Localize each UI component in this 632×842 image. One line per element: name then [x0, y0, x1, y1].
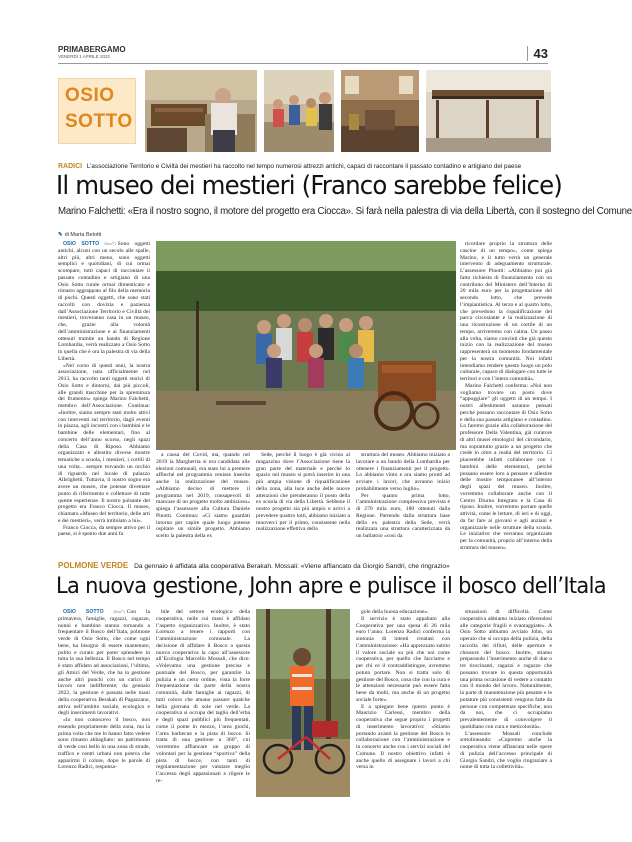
page-number: 43 — [527, 46, 548, 61]
article2-paragraph: Il servizio è stato appaltato alla Cooperativa per una spesa di 26 mila euro l’anno. Lorenzo Radici conferma la sintonia di intenti creatasi con l’amministrazione: «Ha apprezzato subito il valore sociale su più che noi come cooperativa, per quello che facciamo e per chi ce il contraddistingue, avremmo potuto portare. Non si tratta solo di gestione del Bosco, cosa che con la cura e le attenzioni necessarie può essere fatta bene da molti, ma anche di un progetto sociale forte». — [356, 615, 450, 703]
article2-paragraph: L’assessore Mossali conclude sottolineando: «Copremo anche la cooperativa viene affiancata nelle opere di pulizia dell’accesso principale di Giorgio Sandri, che voglio ringraziare a nome di tutta la collettività». — [460, 730, 552, 771]
publication-date: VENERDÌ 1 APRILE 2022 — [58, 54, 111, 59]
article2-paragraph: situazioni di difficoltà. Come cooperativa abbiamo iniziato riferendosi alle categorie fragili e svantaggiate». A Osio Sotto abbiamo avviato John, un operaio che si occupa della pulizia, della raccolta dei rifiuti, delle aperture e chiusure del bosco. Inoltre, stiamo preparando l’inserimento anche di due o tre tirocinanti, ragazzi e ragazze che possano trovare in questa opportunità una prima occasione di vedere a contatto con il mondo del lavoro. Naturalmente, la parte di manutenzione più pesante e le potature più consistenti vengono fatte da persone con competenze specifiche, non da noi, che ci occupiamo prevalentemente di coinvolgere il quotidiano con cura e meticolosità». — [460, 609, 552, 730]
article1-paragraph: Marino Falchetti conferma: «Noi non vogliamo trovare un posto dove “appoggiare” gli oggetti di un tempo. I nostri allestimenti saranno pensati perché possano raccontare di Osio Sotto e della sua passata artigiano e contadino. Lo faremo grazie alla collaborazione del professore Della Valentina, già curatore di altri musei etnologici del circondario, ma soprattutto grazie a un progetto che crede in oltre a realtà del territorio. Ci piacerebbe infatti collaborare con i bambini delle elementari, perché possano essere loro a pensare e allestire delle mostre temporanee all’interno degli spazi del museo. Inoltre, vorremmo collaborare anche con il Centro Diurno Integrato e la Casa di riposo. Inoltre, vorremmo portare quelle attività, come le letture, di ieri e di oggi, da far fare ai giovani e agli anziani e organizzarle nelle strutture della scuola. Le iniziative che verranno organizzate per la comunità, proprio all’interno della struttura del museo». — [460, 382, 552, 551]
article2-paragraph: bile del settore ecologico della cooperativa, nelle cui mani è affidato l’aspetto organizzativo. Inoltre, è stato Lorenzo a tenere i rapporti con l’amministrazione comunale. La decisione di affidare il Bosco a questa nuova cooperativa la capo all’assessore all’Ecologia Marcello Mossali, che dice: «Volevamo una gestione precisa e puntuale del Bosco, per garantire la pulizia e un certo ordine, vista la forte frequentazione da parte della nostra comunità, dalle famiglie ai ragazzi, di tutti coloro che amano passare qualche bella giornata di sole nel verde. La cooperativa si occupa del taglio dell’erba e degli spazi pubblici più frequentati, come il ponte in mezzo, l’area giochi, l’area barbecue e la pista di bocce. Si tratta di una gestione a 360°, cui vorremmo affiancare un gruppo di volontari per la gestione “sportiva” della pista di bocce, con tanti di regolamentazione per valutare meglio l’accesso degli appassionati e rilgere le re- — [156, 609, 250, 784]
article2-lead-place: OSIO SOTTO — [63, 609, 104, 615]
article1-lead-sub: (bm7) — [104, 241, 116, 246]
article1-paragraph: «Nel corso di questi anni, la nostra associazione, nata ufficialmente nel 2013, ha raccolto tanti oggetti storici di Osio Sotto e dintorni, dai più piccoli, alle grandi macchine per la spremitura del frumento» spiega Marino Falchetti, membro dell’Associazione. Continua: «Inoltre, siamo sempre stati molto attivi con interventi sul territorio, dagli eventi in piazza, agli incontri con i bambini e le bambine delle elementari, fino al concerto dell’anno scorso, negli spazi della Casa di Riposo. Abbiamo organizzato e allestito diverse mostre tematiche a scuola, i mestieri, i cortili di una volta... sempre trovando un occhio di riguardo nel locale di palazzo Albrighetti. Tuttavia, il nostro sogno era avere un museo, che potesse diventare punto di riferimento e collettore di tutte queste esperienze. Il nostro pulsante del progetto era Franco Ciocca. Il museo, chiamato «Museo del territorio, delle arti e dei mestieri», verrà intitolato a lui». — [58, 362, 150, 524]
article2-col1 — [58, 609, 150, 797]
photo-museum-building — [426, 70, 551, 152]
byline-author: di Marta Belotti — [64, 232, 102, 238]
article1-lead-place: OSIO SOTTO — [63, 241, 100, 247]
article1-kicker-place: RADICI — [58, 163, 83, 170]
section-label-line2: SOTTO — [65, 111, 133, 132]
article2-lead-sub: (bm7) — [113, 609, 125, 614]
article1-paragraph: ricordare proprio la struttura delle cascine di un tempo», come spiega Marino, e il tutto verrà un generale intervento di adeguamento strutturale. L’assessore Pinotti: «Abbiamo poi già fatto richiesta di finanziamento con un contributo del Ministero dell’Interno di 20 mila euro per la progettazione del secondo lotto, che prevede l’impiantistica. Al terzo e al quarto lotto, che prevedono la riqualificazione del parco circostante e la realizzazione di una ricostruzione di un cortile di un tempo, arriveremo con calma. Un passo alla volta, siamo convinti che già questo inizio con la realizzazione del museo rappresenterà un momento fondamentale per la nostra comunità. Noi infatti intendiamo rendere questo luogo un polo culturale, capace di dialogare con tutte le territori e con l’intera comunità». — [460, 241, 552, 382]
article1-paragraph: struttura del museo. Abbiamo iniziato a lavorare a un bando della Lombardia per ottenere i finanziamenti per il progetto. Lo abbiamo vinto e ora siamo pronti ad avviare i lavori, che avranno inizio probabilmente verso luglio». — [356, 452, 450, 492]
article1-col1 — [58, 241, 150, 547]
article2-paragraph: E a spiegare bene questo punto è Maurizio Carlessi, membro della cooperativa che segue proprio i progetti di inserimento lavorativo: «Stiamo portando avanti la gestione del Bosco in collaborazione con l’amministrazione e in concerto anche con i servizi sociali del Comune. Il nostro obiettivo infatti è anche quello di assegnare i lavori a chi versa in — [356, 703, 450, 771]
article2-headline: La nuova gestione, John apre e pulisce il bosco dell’Itala — [56, 573, 606, 599]
article1-headline: Il museo dei mestieri (Franco sarebbe felice) — [56, 171, 562, 201]
article2-col4 — [460, 609, 552, 797]
article1-col2 — [156, 452, 250, 547]
photo-exhibition-hall — [341, 70, 419, 152]
article1-kicker — [58, 163, 552, 170]
photo-children-visit — [264, 70, 334, 152]
article1-subhead: Marino Falchetti: «Era il nostro sogno, il motore del progetto era Ciocca». Si farà nella palestra di via della Libertà, con il sostegno del Comune — [58, 206, 632, 217]
article1-paragraph: Per quanto prima lotto, l’amministrazione complessiva prevista è di 270 mila euro, 180 ottenuti dalla Regione. Partendo dalla struttura base della ex palestra della Sede, verrà realizzata una struttura caratterizzata da un ballatoio «così da — [356, 492, 450, 539]
article1-col4 — [356, 452, 450, 547]
article1-paragraph: Franco Ciocca, da sempre attivo per il paese, si è spento due anni fa — [58, 524, 150, 538]
article2-paragraph: «Io non conoscevo il bosco, non essendo propriamente della zona, ma la prima volta che me lo hanno fatto vedere sono rimasto abbagliato: un patrimonio di verde così bello in una zona di strade, traffico e centri urbani non poteva che apparirmi il colore, dopo le parole di Lorenzo Radici, responsa- — [58, 717, 150, 771]
article1-byline — [58, 232, 101, 238]
article2-col3 — [356, 609, 450, 797]
section-label — [58, 78, 136, 144]
article1-col3 — [256, 452, 350, 547]
newspaper-brand: PRIMABERGAMO — [58, 45, 126, 54]
article1-col5 — [460, 241, 552, 551]
article2-col2 — [156, 609, 250, 797]
article1-paragraph: Sono oggetti antichi, alcuni con un secolo alle spalle, altri più, altri meno, sono oggetti semplici e quotidiani, di cui ormai scompare, tutti capaci di raccontare il passato contadino e artigiano di una Osio Sotto rurale ormai dimenticato e rimasto aggrappato al filo della memoria di pochi. Questi oggetti, che sono stati raccolti con dovizia e pazienza dall’Associazione Territorio e Civiltà dei mestieri, troveranno casa in un museo, che, grazie alla volontà dell’amministrazione e ai finanziamenti ottenuti tramite un bando di Regione Lombardia, verrà realizzato a Osio Sotto in quella che è ora la palestra di via della Libertà. — [58, 241, 151, 362]
section-label-line1: OSIO — [65, 85, 115, 106]
photo-workshop-man — [145, 70, 257, 152]
article2-paragraph: gole della buona educazione». — [361, 609, 429, 615]
pen-icon: ✎ — [58, 232, 63, 238]
article2-kicker — [58, 561, 552, 570]
article2-kicker-text: Da gennaio è affidata alla cooperativa Berakah. Mossali: «Viene affiancato da Giorgio Sandri, che ringrazio» — [134, 563, 450, 570]
article1-kicker-text: L’associazione Territorio e Civiltà dei mestieri ha raccolto nel tempo numerosi attrezzi antichi, capaci di raccontare il passato contadino e artigiano del paese — [86, 163, 522, 170]
article1-paragraph: Sede, perché il luogo è già vicino al magazzino dove l’Associazione tiene la gran parte del materiale e perché lo spazio nel museo si potrà inserire in una più ampia visione di riqualificazione della zona, alla luce anche delle nuove attenzioni che prenderanno il posto della ex scuola di via della Libertà. Sebbene il nostro progetto sia più ampio e arrivi a prevedere quattro lotti, abbiamo iniziato a muoverci per il primo, consistente nella realizzazione effettiva della — [256, 452, 350, 533]
photo-children-with-machine — [156, 241, 456, 450]
article1-paragraph: a causa del Covid, ma, quando nel 2019 la Margherita si era candidata alle elezioni comunali, era stato lui a premere affinché nel programma venisse inserita anche la realizzazione del museo. «Abbiamo deciso di mettere il programma nel 2019, consapevoli di mancare di un progetto molto ambizioso» spiega l’assessore alla Cultura Daniele Pinotti. Continua: «Ci siamo guardati intorno per capire quale luogo potesse ospitare un simile progetto. Abbiamo scelto la palestra della ex — [156, 452, 250, 539]
photo-worker-with-bike — [256, 609, 350, 797]
masthead — [58, 44, 548, 64]
article2-paragraph: Con la primavera, famiglie, ragazzi, ragazze, nonni e bambine stanno tornando a frequentare il Bosco dell’Itala, polmone verde di Osio Sotto, che come ogni bene, ha bisogno di essere mantenuto, pulito e curato per poter splendere in tutta la sua bellezza. Il Bosco nel tempo è stato affidato ad associazioni, l’ultima, gli Amici del Verde, che ha in gestione anche altri punchi con un carico di lavoro non indifferente; da gennaio 2022, la gestione è passata nelle mani della cooperativa Berakah di Pagazzano, attiva nell’ambito sociale, ecologico e degli inserimenti lavorativi. — [58, 609, 150, 717]
article2-kicker-place: POLMONE VERDE — [58, 561, 129, 570]
